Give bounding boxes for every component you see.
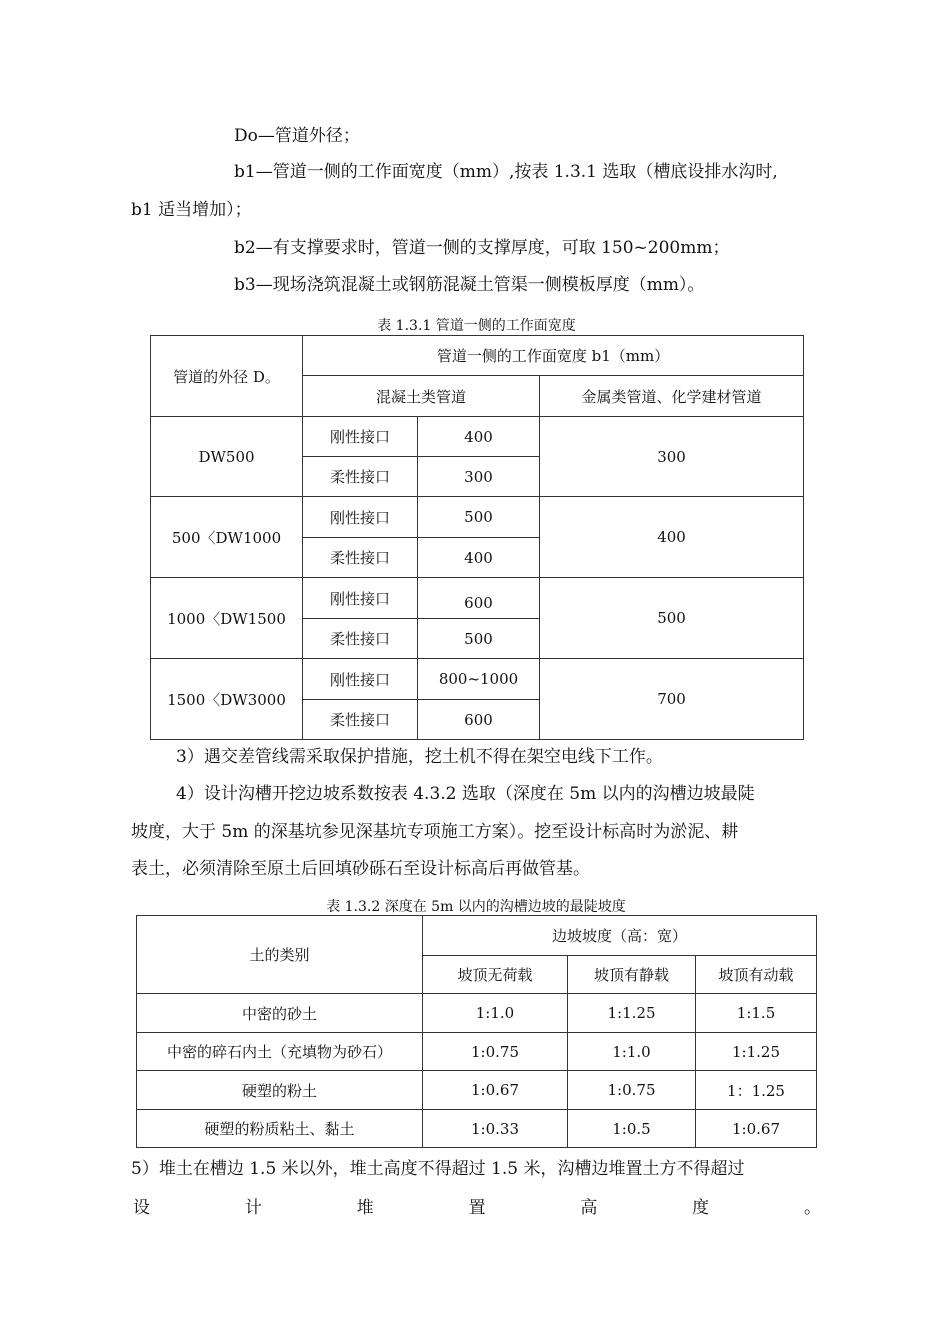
item-5-char: 高 [580, 1198, 598, 1218]
item-5-char: 。 [803, 1198, 821, 1218]
table1-flex-label: 柔性接口 [303, 457, 418, 497]
table2-slope-cell: 1:0.75 [568, 1071, 696, 1110]
item-3: 3）遇交差管线需采取保护措施，挖土机不得在架空电线下工作。 [176, 747, 663, 767]
table2-slope-cell: 1：1.25 [696, 1071, 817, 1110]
definition-b2: b2—有支撑要求时，管道一侧的支撑厚度，可取 150~200mm； [234, 238, 730, 258]
table1-diameter-cell: DW500 [151, 417, 303, 497]
item-5-char: 堆 [356, 1198, 374, 1218]
item-5-char: 置 [468, 1198, 486, 1218]
table2-soil-cell: 中密的砂土 [137, 994, 423, 1033]
table2-slope-cell: 1:0.67 [423, 1071, 568, 1110]
table2-slope-cell: 1:1.0 [423, 994, 568, 1033]
table1-metal-value: 400 [540, 497, 804, 578]
table1-rigid-label: 刚性接口 [303, 497, 418, 538]
table1-rigid-value: 800~1000 [418, 659, 540, 700]
table2-slope-cell: 1:1.25 [568, 994, 696, 1033]
table1-flex-label: 柔性接口 [303, 538, 418, 578]
item-4-line3: 表土，必须清除至原土后回填砂砾石至设计标高后再做管基。 [131, 859, 590, 879]
table2-soil-cell: 中密的碎石内土（充填物为砂石） [137, 1033, 423, 1071]
item-5-char: 计 [244, 1198, 262, 1218]
table1-flex-label: 柔性接口 [303, 700, 418, 740]
table1-flex-value: 500 [418, 619, 540, 659]
table1-header-group: 管道一侧的工作面宽度 b1（mm） [303, 336, 804, 376]
table1-flex-value: 600 [418, 700, 540, 740]
definition-b1-line2: b1 适当增加）； [131, 200, 252, 220]
table1-diameter-cell: 500〈DW1000 [151, 497, 303, 578]
definition-do: Do—管道外径； [234, 126, 360, 146]
table1-flex-value: 400 [418, 538, 540, 578]
table1-metal-value: 700 [540, 659, 804, 740]
table1 [150, 335, 804, 740]
table1-diameter-cell: 1000〈DW1500 [151, 578, 303, 659]
table2-slope-cell: 1:0.75 [423, 1033, 568, 1071]
table2-header-no-load: 坡顶无荷载 [423, 956, 568, 994]
table2-slope-cell: 1:0.5 [568, 1110, 696, 1148]
table2-slope-cell: 1:0.67 [696, 1110, 817, 1148]
table1-rigid-value: 600 [418, 578, 540, 619]
table2 [136, 915, 817, 1148]
item-4-line2: 坡度，大于 5m 的深基坑参见深基坑专项施工方案）。挖至设计标高时为淤泥、耕 [131, 822, 739, 842]
table1-header-metal: 金属类管道、化学建材管道 [540, 376, 804, 417]
table2-slope-cell: 1:0.33 [423, 1110, 568, 1148]
definition-b3: b3—现场浇筑混凝土或钢筋混凝土管渠一侧模板厚度（mm）。 [234, 275, 705, 295]
table1-caption: 表 1.3.1 管道一侧的工作面宽度 [377, 318, 576, 334]
table1-flex-value: 300 [418, 457, 540, 497]
table1-rigid-label: 刚性接口 [303, 417, 418, 457]
definition-b1-line1: b1—管道一侧的工作面宽度（mm）,按表 1.3.1 选取（槽底设排水沟时, [234, 162, 778, 182]
table1-rigid-value: 400 [418, 417, 540, 457]
table1-rigid-value: 500 [418, 497, 540, 538]
item-5-line2 [133, 1196, 821, 1220]
item-5-line1: 5）堆土在槽边 1.5 米以外，堆土高度不得超过 1.5 米，沟槽边堆置土方不得超过 [131, 1159, 745, 1179]
item-4-line1: 4）设计沟槽开挖边坡系数按表 4.3.2 选取（深度在 5m 以内的沟槽边坡最陡 [176, 784, 755, 804]
table2-header-soil: 土的类别 [137, 916, 423, 994]
item-5-char: 度 [692, 1198, 710, 1218]
table2-slope-cell: 1:1.25 [696, 1033, 817, 1071]
table2-header-group: 边坡坡度（高：宽） [423, 916, 817, 956]
table1-header-diameter: 管道的外径 D。 [151, 336, 303, 417]
table1-metal-value: 300 [540, 417, 804, 497]
table2-slope-cell: 1:1.0 [568, 1033, 696, 1071]
table1-header-concrete: 混凝土类管道 [303, 376, 540, 417]
table1-flex-label: 柔性接口 [303, 619, 418, 659]
table2-header-static-load: 坡顶有静载 [568, 956, 696, 994]
table1-rigid-label: 刚性接口 [303, 659, 418, 700]
table2-caption: 表 1.3.2 深度在 5m 以内的沟槽边坡的最陡坡度 [326, 899, 626, 915]
table2-header-dynamic-load: 坡顶有动载 [696, 956, 817, 994]
table2-soil-cell: 硬塑的粉土 [137, 1071, 423, 1110]
table1-diameter-cell: 1500〈DW3000 [151, 659, 303, 740]
table2-soil-cell: 硬塑的粉质粘土、黏土 [137, 1110, 423, 1148]
item-5-char: 设 [133, 1198, 150, 1218]
table2-slope-cell: 1:1.5 [696, 994, 817, 1033]
table1-metal-value: 500 [540, 578, 804, 659]
table1-rigid-label: 刚性接口 [303, 578, 418, 619]
